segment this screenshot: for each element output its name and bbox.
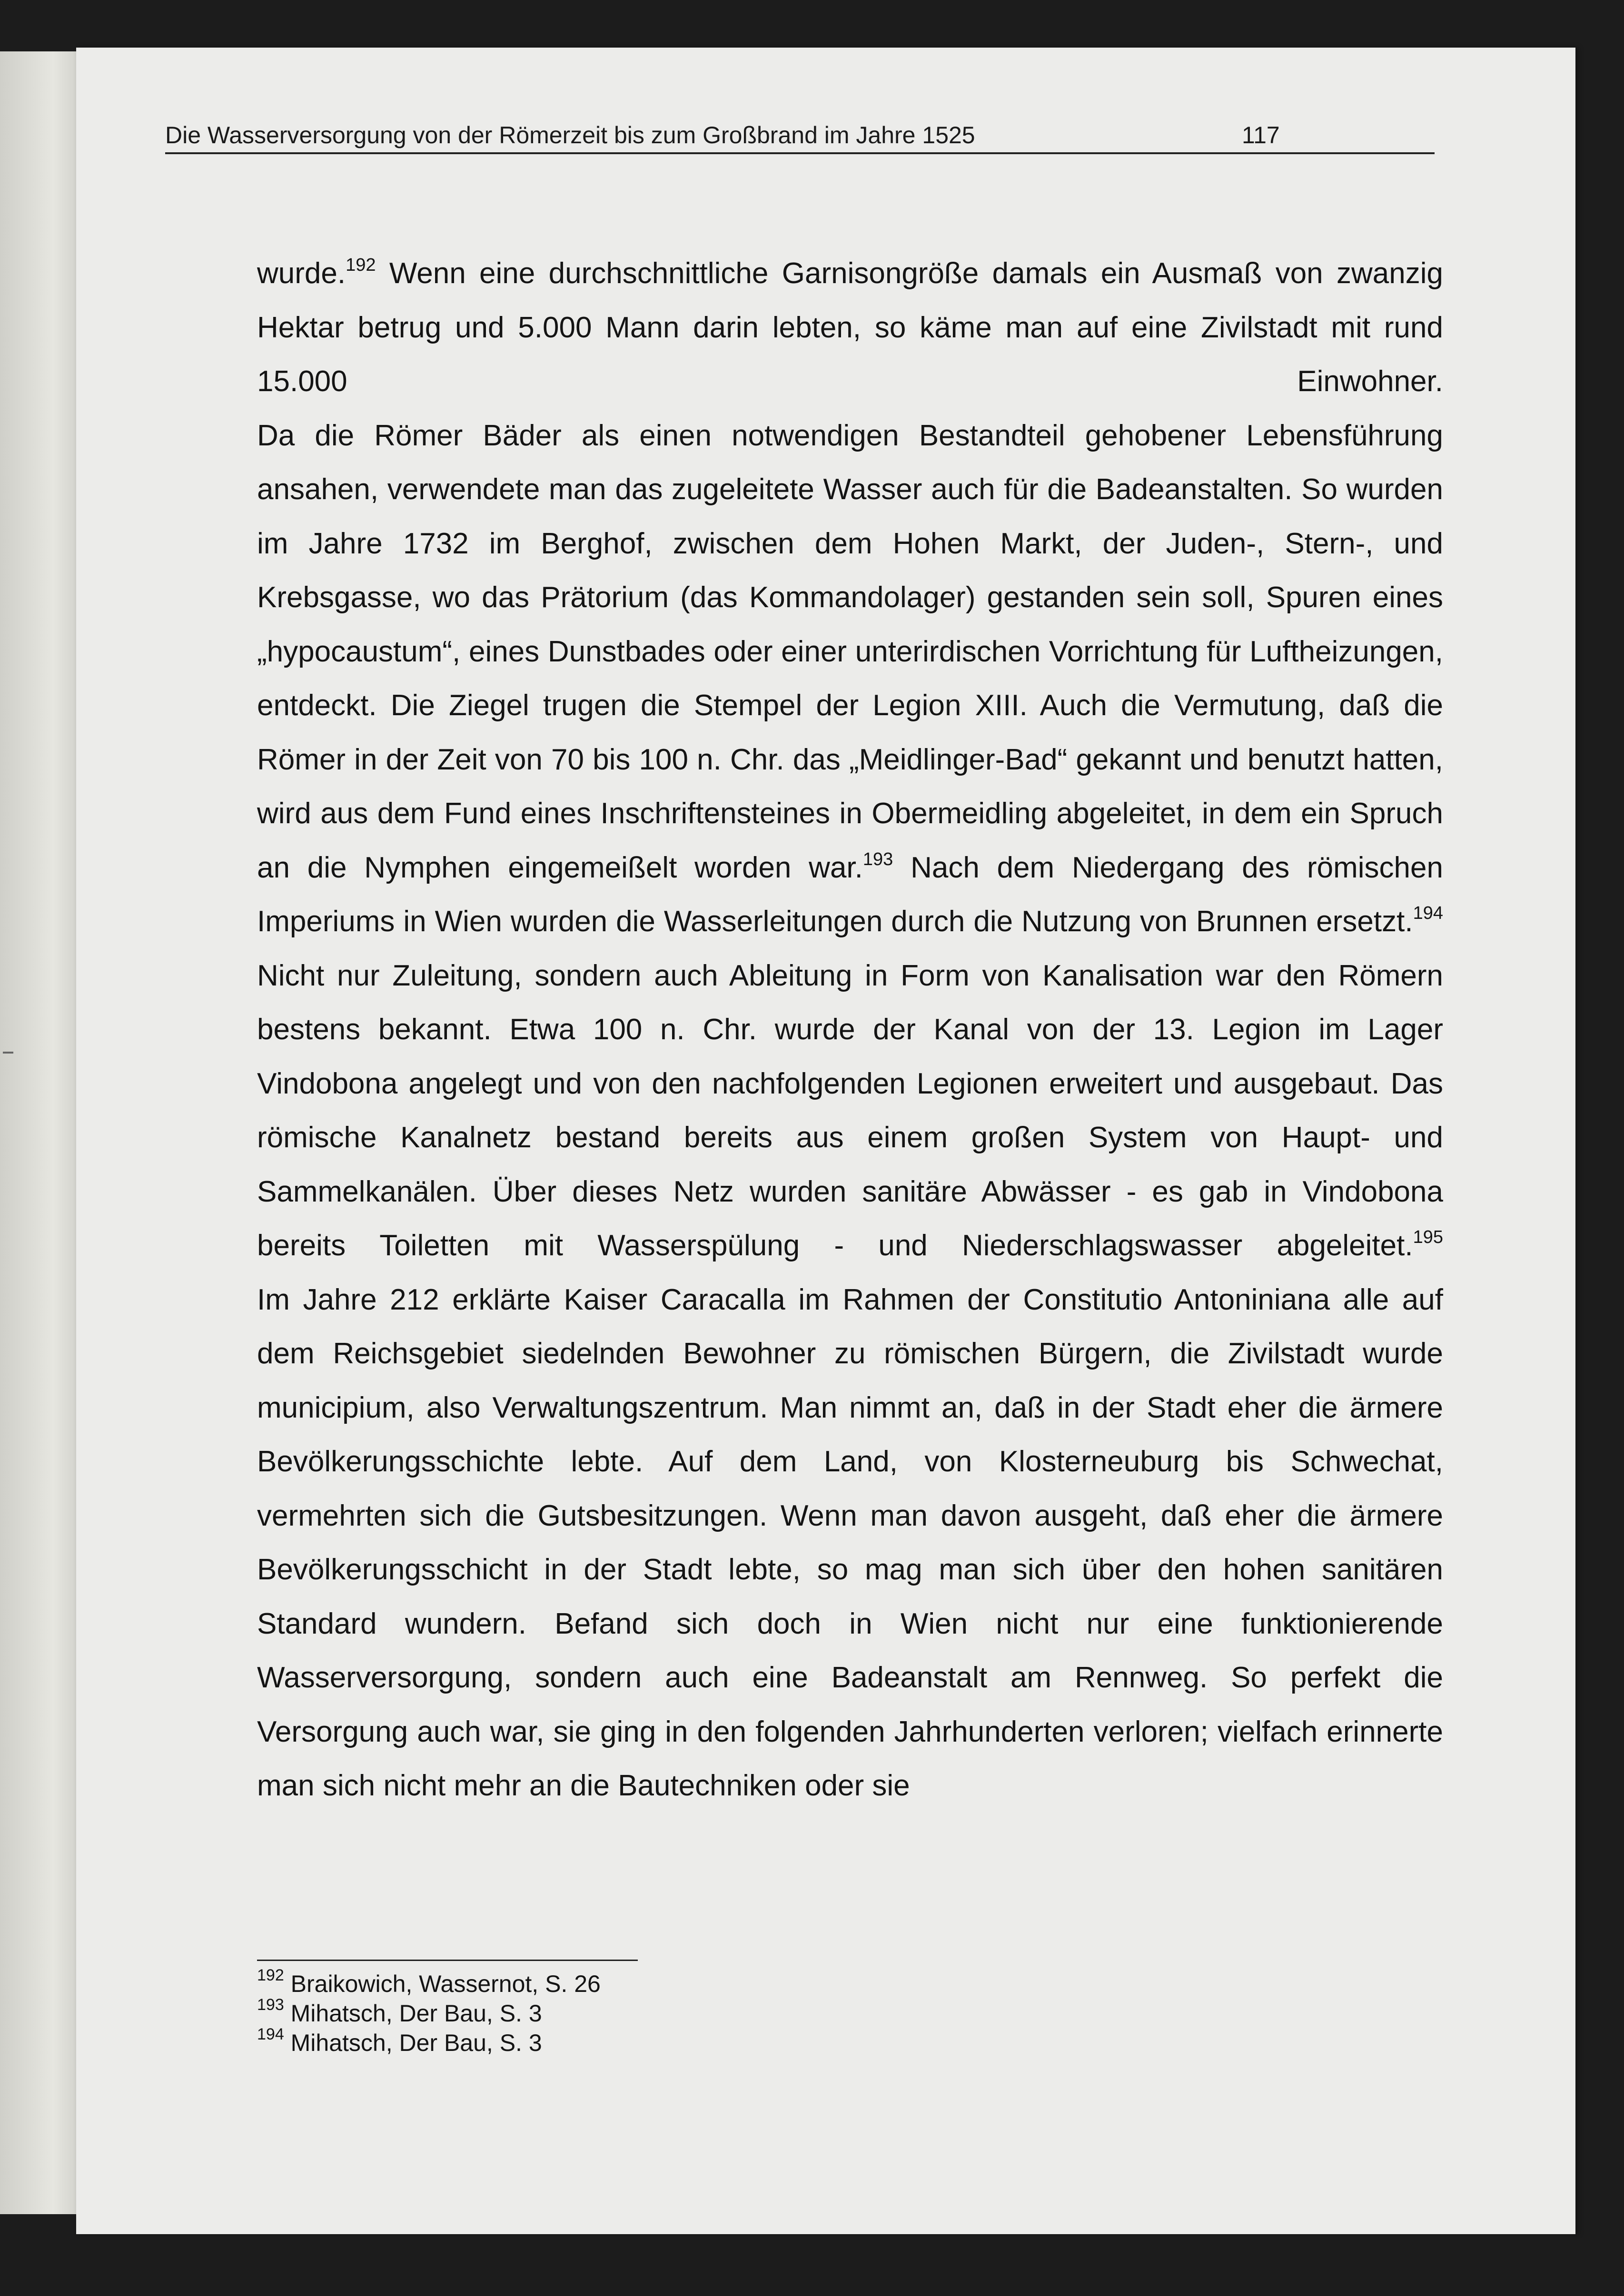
footnote-194 — [257, 2025, 1209, 2058]
footnote-ref-192: 192 — [346, 255, 376, 276]
footnote-number: 192 — [257, 1966, 284, 1985]
paragraph-1 — [257, 246, 1443, 409]
text-run: Nach dem Niedergang des römischen Imperiums in Wien wurden die Wasserleitungen durch die Nutzung von Brunnen ersetzt. — [257, 851, 1443, 938]
footnote-text: Braikowich, Wassernot, S. 26 — [290, 1971, 601, 1997]
footnote-number: 193 — [257, 1996, 284, 2014]
body-text — [257, 246, 1443, 1813]
footnote-ref-194: 194 — [1413, 903, 1443, 924]
footnote-text: Mihatsch, Der Bau, S. 3 — [290, 2000, 542, 2027]
text-run: wurde. — [257, 257, 346, 290]
footnotes — [257, 1966, 1209, 2058]
facing-page-edge — [0, 51, 76, 2214]
footnote-192 — [257, 1966, 1209, 1999]
running-header — [165, 118, 1435, 154]
paragraph-4 — [257, 1273, 1443, 1813]
footnote-193 — [257, 1996, 1209, 2028]
text-run: Nicht nur Zuleitung, sondern auch Ableitung in Form von Kanalisation war den Römern bestens bekannt. Etwa 100 n. Chr. wurde der Kanal von der 13. Legion im Lager Vindobona angelegt und von den nachfolgenden Legionen erweitert und ausgebaut. Das römische Kanalnetz bestand bereits aus einem großen System von Haupt- und Sammelkanälen. Über dieses Netz wurden sanitäre Abwässer - es gab in Vindobona bereits Toiletten mit Wasserspülung - und Niederschlagswasser abgeleitet. — [257, 959, 1443, 1262]
paragraph-3 — [257, 949, 1443, 1273]
text-run: Im Jahre 212 erklärte Kaiser Caracalla im Rahmen der Constitutio Antoniniana alle auf dem Reichsgebiet siedelnden Bewohner zu römischen Bürgern, die Zivilstadt wurde municipium, also Verwaltungszentrum. Man nimmt an, daß in der Stadt eher die ärmere Bevölkerungsschichte lebte. Auf dem Land, von Klosterneuburg bis Schwechat, vermehrten sich die Gutsbesitzungen. Wenn man davon ausgeht, daß eher die ärmere Bevölkerungsschicht in der Stadt lebte, so mag man sich über den hohen sanitären Standard wundern. Befand sich doch in Wien nicht nur eine funktionierende Wasserversorgung, sondern auch eine Badeanstalt am Rennweg. So perfekt die Versorgung auch war, sie ging in den folgenden Jahrhunderten verloren; vielfach erinnerte man sich nicht mehr an die Bautechniken oder sie — [257, 1283, 1443, 1802]
paragraph-2 — [257, 409, 1443, 949]
margin-mark — [3, 1052, 13, 1054]
footnote-text: Mihatsch, Der Bau, S. 3 — [290, 2030, 542, 2056]
page-number: 117 — [1242, 122, 1280, 148]
footnote-number: 194 — [257, 2025, 284, 2044]
text-run: Da die Römer Bäder als einen notwendigen Bestandteil gehobener Lebensführung ansahen, verwendete man das zugeleitete Wasser auch für die Badeanstalten. So wurden im Jahre 1732 im Berghof, zwischen dem Hohen Markt, der Juden-, Stern-, und Krebsgasse, wo das Prätorium (das Kommandolager) gestanden sein soll, Spuren eines „hypocaustum“, eines Dunstbades oder einer unterirdischen Vorrichtung für Luftheizungen, entdeckt. Die Ziegel trugen die Stempel der Legion XIII. Auch die Vermutung, daß die Römer in der Zeit von 70 bis 100 n. Chr. das „Meidlinger-Bad“ gekannt und benutzt hatten, wird aus dem Fund eines Inschriftensteines in Obermeidling abgeleitet, in dem ein Spruch an die Nymphen eingemeißelt worden war. — [257, 419, 1443, 884]
footnote-ref-195: 195 — [1413, 1227, 1443, 1248]
footnote-separator — [257, 1960, 638, 1961]
header-title: Die Wasserversorgung von der Römerzeit bis zum Großbrand im Jahre 1525 — [165, 122, 975, 148]
text-run: Wenn eine durchschnittliche Garnisongröße damals ein Ausmaß von zwanzig Hektar betrug und 5.000 Mann darin lebten, so käme man auf eine Zivilstadt mit rund 15.000 Einwohner. — [257, 257, 1443, 398]
footnote-ref-193: 193 — [862, 849, 893, 869]
